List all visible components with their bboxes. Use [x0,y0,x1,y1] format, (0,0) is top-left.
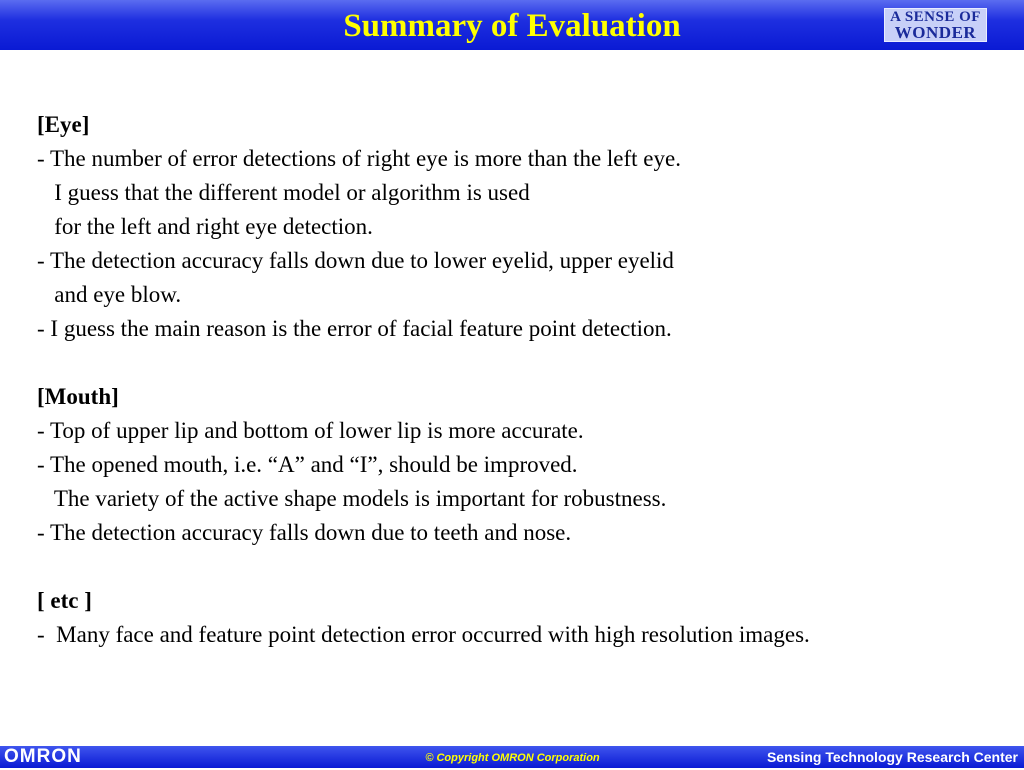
etc-heading: [ etc ] [37,588,92,613]
copyright-notice: © Copyright OMRON Corporation [425,752,600,764]
logo-text-line1: A SENSE OF [890,9,981,25]
header-bar [0,0,1024,50]
mouth-line: - The opened mouth, i.e. “A” and “I”, should be improved. [37,452,578,477]
mouth-heading: [Mouth] [37,384,119,409]
mouth-line: The variety of the active shape models is important for robustness. [37,486,667,511]
slide-title: Summary of Evaluation [343,8,681,44]
eye-line: for the left and right eye detection. [37,214,373,239]
logo-text-line2: WONDER [894,23,977,42]
sense-of-wonder-logo [884,8,987,42]
etc-line: - Many face and feature point detection error occurred with high resolution images. [37,622,810,647]
footer-bar [0,746,1024,768]
eye-line: and eye blow. [37,282,182,307]
eye-line: - The detection accuracy falls down due to lower eyelid, upper eyelid [37,248,674,273]
eye-heading: [Eye] [37,112,90,137]
mouth-line: - The detection accuracy falls down due to teeth and nose. [37,520,572,545]
spacer [37,346,1007,380]
eye-line: - I guess the main reason is the error of facial feature point detection. [37,316,672,341]
mouth-line: - Top of upper lip and bottom of lower lip is more accurate. [37,418,584,443]
omron-logo: OMRON [4,746,82,767]
research-center-label: Sensing Technology Research Center [766,749,1018,765]
eye-line: - The number of error detections of right eye is more than the left eye. [37,146,681,171]
eye-line: I guess that the different model or algorithm is used [37,180,530,205]
spacer [37,550,1007,584]
slide-body [37,108,1007,652]
